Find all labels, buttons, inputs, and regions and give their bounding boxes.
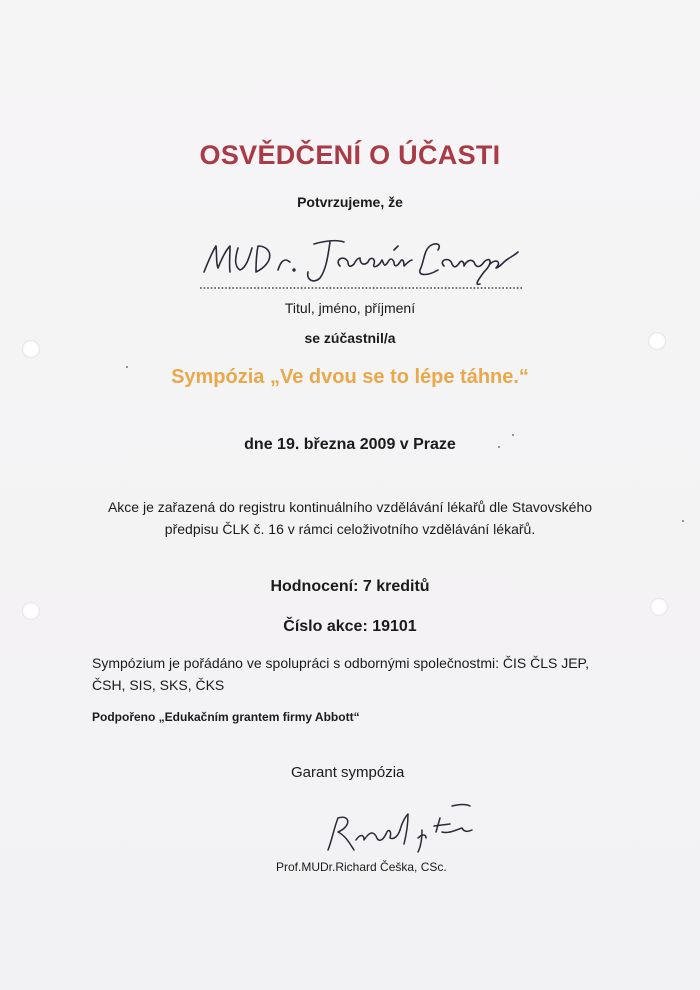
guarantor-label: Garant sympózia [291,764,405,781]
event-date: dne 19. března 2009 v Praze [244,436,456,453]
name-caption: Titul, jméno, příjmení [284,300,416,316]
confirm-text: Potvrzujeme, že [297,194,403,210]
cooperation-line: ČSH, SIS, SKS, ČKS [92,677,225,693]
cooperation-line: Sympózium je pořádáno ve spolupráci s odbornými společnostmi: ČIS ČLS JEP, [92,655,589,671]
signer-name: Prof.MUDr.Richard Češka, CSc. [276,860,447,874]
registry-note [0,496,700,540]
registry-line: předpisu ČLK č. 16 v rámci celoživotního vzdělávání lékařů. [164,521,536,537]
punch-hole-icon [650,598,668,616]
certificate-title: OSVĚDČENÍ O ÚČASTI [199,140,501,170]
participated-text: se zúčastnil/a [304,330,396,346]
credit-rating: Hodnocení: 7 kreditů [270,578,430,595]
participant-name-signature [198,232,524,292]
registry-line: Akce je zařazená do registru kontinuálního vzdělávání lékařů dle Stavovského [107,499,593,515]
symposium-title: Sympózia „Ve dvou se to lépe táhne.“ [171,366,529,388]
supported-by: Podpořeno „Edukačním grantem firmy Abbott“ [92,710,360,724]
cooperation-note [92,652,632,696]
guarantor-signature [314,800,484,860]
action-number: Číslo akce: 19101 [283,618,417,635]
